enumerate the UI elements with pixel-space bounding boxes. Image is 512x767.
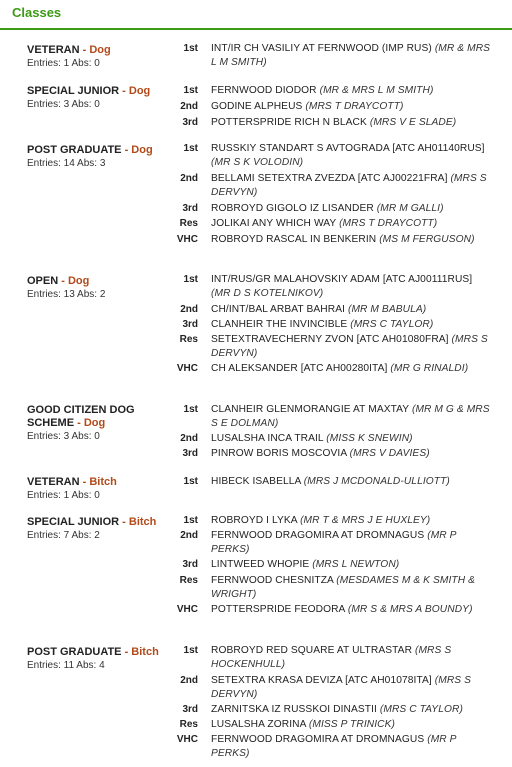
dog-entry [211, 603, 491, 617]
placing: 3rd [182, 448, 198, 459]
class-sex: - Bitch [121, 646, 159, 658]
dog-name: CLANHEIR THE INVINCIBLE [211, 319, 351, 330]
class-title: VETERAN [27, 44, 80, 56]
dog-entry [211, 100, 491, 114]
owner-name: (MR M G & MRS S E DOLMAN) [211, 404, 490, 429]
placing: 1st [183, 143, 198, 154]
dog-name: FERNWOOD DIODOR [211, 85, 320, 96]
dog-entry [211, 403, 491, 431]
dog-entry [211, 202, 491, 216]
dog-name: SETEXTRAVECHERNY ZVON [ATC AH01080FRA] [211, 334, 452, 345]
dog-name: ZARNITSKA IZ RUSSKOI DINASTII [211, 704, 380, 715]
owner-name: (MRS V DAVIES) [349, 448, 430, 459]
placing: 2nd [180, 675, 198, 686]
class-title: POST GRADUATE [27, 144, 122, 156]
dog-name: RUSSKIY STANDART S AVTOGRADA [ATC AH01140RUS] [211, 143, 485, 154]
class-sex: - Bitch [119, 516, 157, 528]
class-name [27, 404, 167, 430]
class-entries: Entries: 14 Abs: 3 [27, 158, 106, 169]
class-title: OPEN [27, 275, 59, 287]
class-entries: Entries: 3 Abs: 0 [27, 99, 100, 110]
placing: Res [179, 334, 198, 345]
dog-name: ROBROYD RED SQUARE AT ULTRASTAR [211, 645, 415, 656]
dog-name: LINTWEED WHOPIE [211, 559, 313, 570]
owner-name: (MS M FERGUSON) [379, 234, 475, 245]
class-sex: - Dog [74, 417, 106, 429]
class-name [27, 44, 167, 57]
owner-name: (MRS S DERVYN) [211, 334, 488, 359]
dog-entry [211, 475, 491, 489]
placing: 2nd [180, 433, 198, 444]
dog-name: LUSALSHA ZORINA [211, 719, 309, 730]
dog-entry [211, 447, 491, 461]
dog-name: INT/IR CH VASILIY AT FERNWOOD (IMP RUS) [211, 43, 435, 54]
owner-name: (MRS C TAYLOR) [379, 704, 463, 715]
owner-name: (MRS J MCDONALD-ULLIOTT) [303, 476, 450, 487]
dog-name: HIBECK ISABELLA [211, 476, 304, 487]
owner-name: (MISS K SNEWIN) [326, 433, 413, 444]
owner-name: (MR G RINALDI) [390, 363, 469, 374]
class-name [27, 85, 167, 98]
owner-name: (MR S K VOLODIN) [211, 157, 304, 168]
owner-name: (MRS L NEWTON) [312, 559, 400, 570]
class-sex: - Dog [58, 275, 90, 287]
owner-name: (MRS V E SLADE) [369, 117, 457, 128]
dog-entry [211, 116, 491, 130]
class-name [27, 476, 167, 489]
dog-name: INT/RUS/GR MALAHOVSKIY ADAM [ATC AJ00111RUS] [211, 274, 473, 285]
class-name [27, 275, 167, 288]
dog-entry [211, 42, 491, 70]
class-name [27, 516, 167, 529]
dog-entry [211, 733, 491, 761]
placing: VHC [176, 734, 198, 745]
placing: VHC [176, 363, 198, 374]
class-entries: Entries: 3 Abs: 0 [27, 431, 100, 442]
class-entries: Entries: 13 Abs: 2 [27, 289, 106, 300]
class-entries: Entries: 1 Abs: 0 [27, 58, 100, 69]
placing: 1st [183, 43, 198, 54]
dog-entry [211, 303, 491, 317]
dog-name: SETEXTRA KRASA DEVIZA [ATC AH01078ITA] [211, 675, 435, 686]
placing: Res [179, 719, 198, 730]
owner-name: (MR D S KOTELNIKOV) [211, 288, 324, 299]
placing: 1st [183, 85, 198, 96]
owner-name: (MRS T DRAYCOTT) [305, 101, 404, 112]
dog-entry [211, 142, 491, 170]
dog-name: CLANHEIR GLENMORANGIE AT MAXTAY [211, 404, 412, 415]
classes-header [0, 0, 512, 30]
owner-name: (MESDAMES M & K SMITH & WRIGHT) [211, 575, 476, 600]
placing: Res [179, 575, 198, 586]
owner-name: (MR P PERKS) [211, 530, 457, 555]
owner-name: (MR & MRS L M SMITH) [319, 85, 434, 96]
dog-entry [211, 217, 491, 231]
owner-name: (MR P PERKS) [211, 734, 457, 759]
class-title: POST GRADUATE [27, 646, 122, 658]
class-name [27, 144, 167, 157]
class-entries: Entries: 1 Abs: 0 [27, 490, 100, 501]
dog-entry [211, 273, 491, 301]
dog-entry [211, 529, 491, 557]
dog-name: JOLIKAI ANY WHICH WAY [211, 218, 340, 229]
dog-entry [211, 432, 491, 446]
dog-name: CH ALEKSANDER [ATC AH00280ITA] [211, 363, 391, 374]
dog-name: POTTERSPRIDE FEODORA [211, 604, 348, 615]
owner-name: (MRS S DERVYN) [211, 173, 487, 198]
dog-entry [211, 514, 491, 528]
dog-entry [211, 318, 491, 332]
placing: 2nd [180, 101, 198, 112]
dog-entry [211, 558, 491, 572]
owner-name: (MRS C TAYLOR) [350, 319, 434, 330]
placing: 1st [183, 515, 198, 526]
page-title: Classes [12, 5, 62, 20]
dog-entry [211, 362, 491, 376]
dog-name: FERNWOOD DRAGOMIRA AT DROMNAGUS [211, 734, 428, 745]
placing: Res [179, 218, 198, 229]
dog-name: LUSALSHA INCA TRAIL [211, 433, 327, 444]
dog-entry [211, 233, 491, 247]
owner-name: (MISS P TRINICK) [308, 719, 395, 730]
dog-entry [211, 84, 491, 98]
dog-name: FERNWOOD DRAGOMIRA AT DROMNAGUS [211, 530, 428, 541]
dog-name: CH/INT/BAL ARBAT BAHRAI [211, 304, 348, 315]
owner-name: (MRS S DERVYN) [211, 675, 472, 700]
class-sex: - Dog [119, 85, 151, 97]
dog-entry [211, 718, 491, 732]
dog-name: BELLAMI SETEXTRA ZVEZDA [ATC AJ00221FRA] [211, 173, 451, 184]
class-sex: - Dog [79, 44, 111, 56]
class-title: SPECIAL JUNIOR [27, 516, 120, 528]
class-name [27, 646, 167, 659]
dog-entry [211, 172, 491, 200]
placing: 1st [183, 404, 198, 415]
owner-name: (MRS S HOCKENHULL) [211, 645, 452, 670]
dog-name: POTTERSPRIDE RICH N BLACK [211, 117, 370, 128]
placing: 3rd [182, 704, 198, 715]
placing: 1st [183, 476, 198, 487]
placing: 1st [183, 274, 198, 285]
owner-name: (MR M GALLI) [376, 203, 444, 214]
placing: 3rd [182, 203, 198, 214]
dog-name: GODINE ALPHEUS [211, 101, 306, 112]
owner-name: (MR & MRS L M SMITH) [211, 43, 491, 68]
owner-name: (MRS T DRAYCOTT) [339, 218, 438, 229]
dog-entry [211, 644, 491, 672]
placing: 2nd [180, 530, 198, 541]
dog-entry [211, 703, 491, 717]
class-title: SPECIAL JUNIOR [27, 85, 120, 97]
class-entries: Entries: 11 Abs: 4 [27, 660, 105, 671]
dog-name: PINROW BORIS MOSCOVIA [211, 448, 350, 459]
owner-name: (MR S & MRS A BOUNDY) [347, 604, 473, 615]
class-title: GOOD CITIZEN DOG SCHEME [27, 404, 135, 429]
class-entries: Entries: 7 Abs: 2 [27, 530, 100, 541]
class-sex: - Bitch [79, 476, 117, 488]
class-sex: - Dog [121, 144, 153, 156]
owner-name: (MR M BABULA) [347, 304, 427, 315]
placing: 1st [183, 645, 198, 656]
placing: 2nd [180, 173, 198, 184]
placing: 3rd [182, 117, 198, 128]
dog-name: ROBROYD I LYKA [211, 515, 301, 526]
dog-name: FERNWOOD CHESNITZA [211, 575, 337, 586]
placing: VHC [176, 234, 198, 245]
dog-name: ROBROYD GIGOLO IZ LISANDER [211, 203, 377, 214]
class-title: VETERAN [27, 476, 80, 488]
placing: 3rd [182, 559, 198, 570]
owner-name: (MR T & MRS J E HUXLEY) [300, 515, 431, 526]
dog-entry [211, 574, 491, 602]
placing: VHC [176, 604, 198, 615]
dog-name: ROBROYD RASCAL IN BENKERIN [211, 234, 380, 245]
placing: 3rd [182, 319, 198, 330]
dog-entry [211, 674, 491, 702]
dog-entry [211, 333, 491, 361]
placing: 2nd [180, 304, 198, 315]
